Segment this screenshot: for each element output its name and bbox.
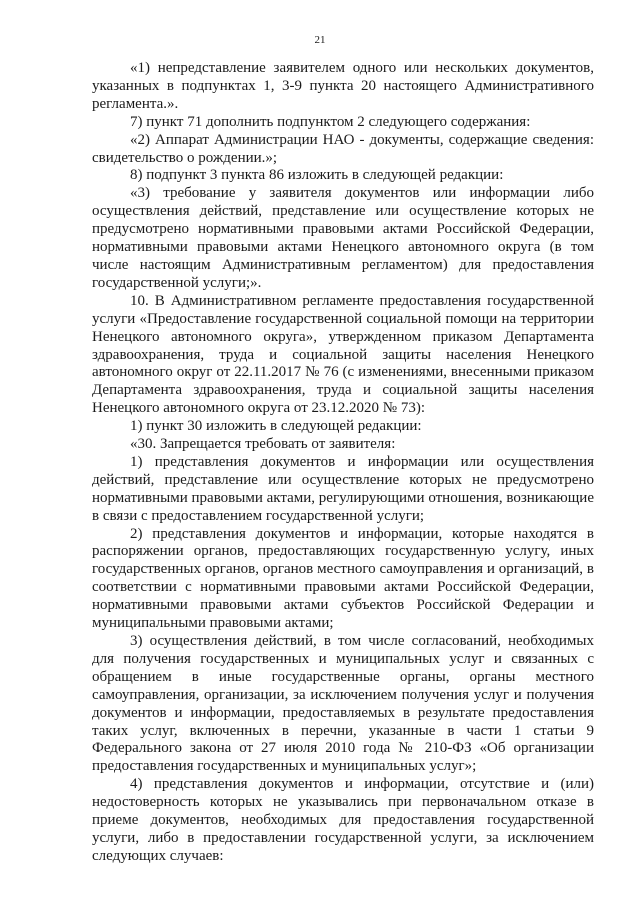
paragraph-8: «30. Запрещается требовать от заявителя: [130,436,396,453]
paragraph-4: 8) подпункт 3 пункта 86 изложить в следующей редакции: [130,167,504,184]
paragraph-3: «2) Аппарат Администрации НАО - документы, содержащие сведения: свидетельство о рождении.»; [92,131,594,166]
paragraph-1: «1) непредставление заявителем одного или нескольких документов, указанных в подпунктах 1, 3-9 пункта 20 настоящего Административного регламента.». [92,60,594,112]
page-number: 21 [314,34,326,46]
paragraph-12: 4) представления документов и информации, отсутствие и (или) недостоверность которых не указывались при первоначальном отказе в приеме документов, необходимых для предоставления государственной услуги, либо в предоставлении государственной услуги, за исключением следующих случаев: [92,776,594,864]
paragraph-10: 2) представления документов и информации, которые находятся в распоряжении органов, предоставляющих государственную услугу, иных государственных органов, органов местного самоуправления и организаций, в соответствии с нормативными правовыми актами Российской Федерации, нормативными правовыми актами субъектов Российской Федерации и муниципальными правовыми актами; [92,525,594,632]
paragraph-2: 7) пункт 71 дополнить подпунктом 2 следующего содержания: [130,113,531,130]
document-body [92,60,594,866]
paragraph-7: 1) пункт 30 изложить в следующей редакции: [130,418,422,435]
paragraph-9: 1) представления документов и информации или осуществления действий, представление или осуществление которых не предусмотрено нормативными правовыми актами, регулирующими отношения, возникающие в связи с предоставлением государственной услуги; [92,453,594,524]
paragraph-11: 3) осуществления действий, в том числе согласований, необходимых для получения государственных и муниципальных услуг и связанных с обращением в иные государственные органы, органы местного самоуправления, организации, за исключением получения услуг и получения документов и информации, предоставляемых в результате предоставления таких услуг, включенных в перечни, указанные в части 1 статьи 9 Федерального закона от 27 июля 2010 года № 210-ФЗ «Об организации предоставления государственных и муниципальных услуг»; [92,633,594,775]
paragraph-5: «3) требование у заявителя документов или информации либо осуществления действий, представление или осуществление которых не предусмотрено нормативными правовыми актами Российской Федерации, нормативными правовыми актами Ненецкого автономного округа (в том числе настоящим Административным регламентом) для предоставления государственной услуги;». [92,185,594,291]
paragraph-6: 10. В Административном регламенте предоставления государственной услуги «Предоставление государственной социальной помощи на территории Ненецкого автономного округа», утвержденном приказом Департамента здравоохранения, труда и социальной защиты населения Ненецкого автономного округ от 22.11.2017 № 76 (с изменениями, внесенными приказом Департамента здравоохранения, труда и социальной защиты населения Ненецкого автономного округа от 23.12.2020 № 73): [92,292,594,417]
